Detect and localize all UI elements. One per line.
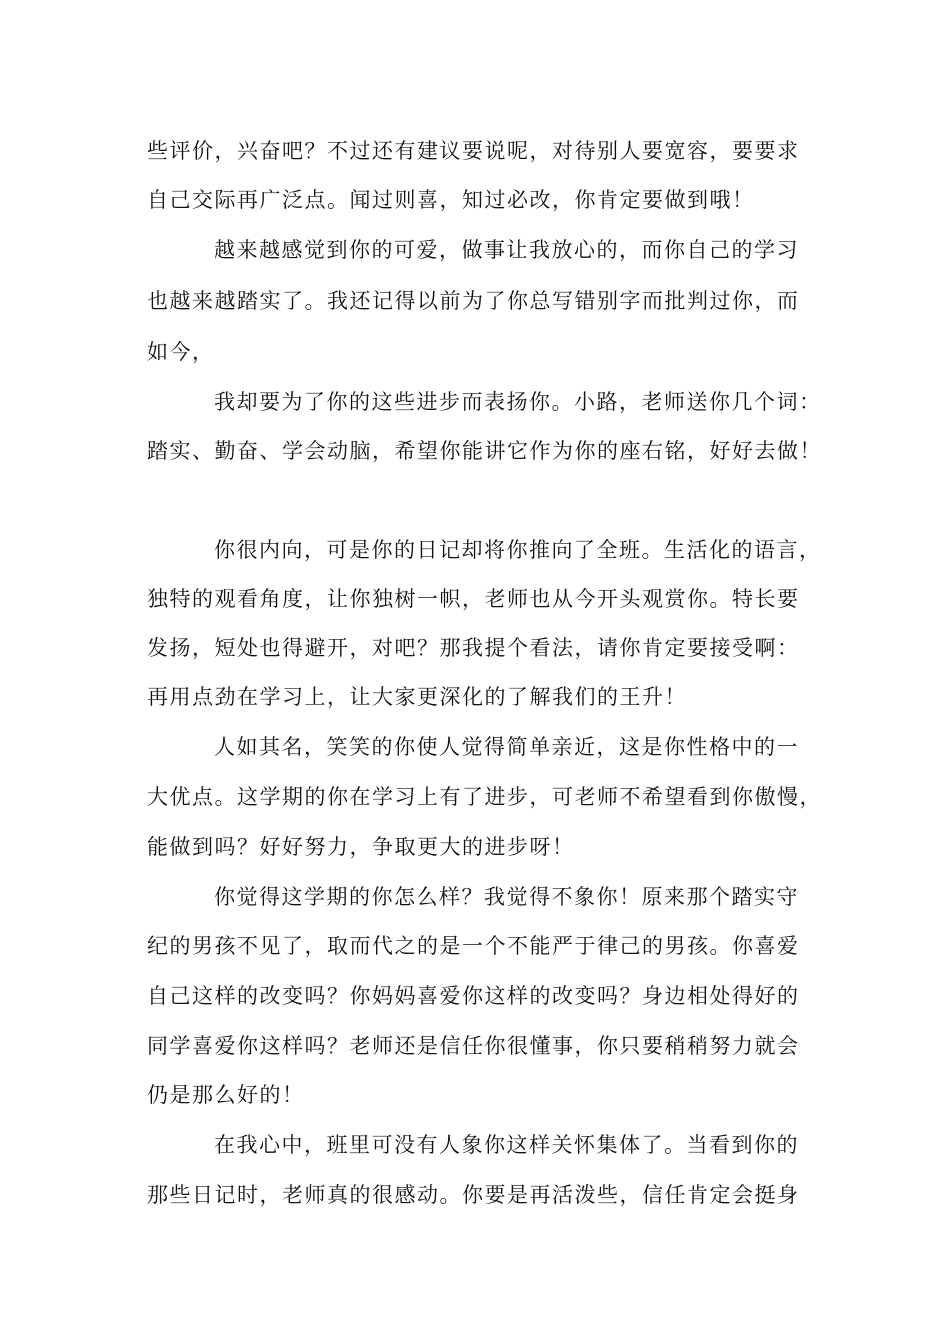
- text-line: 发扬，短处也得避开，对吧？那我提个看法，请你肯定要接受啊：: [147, 636, 800, 660]
- text-line: 我却要为了你的这些进步而表扬你。小路，老师送你几个词：: [214, 390, 822, 414]
- text-line: 越来越感觉到你的可爱，做事让我放心的，而你自己的学习: [214, 238, 799, 262]
- text-line: 你觉得这学期的你怎么样？我觉得不象你！原来那个踏实守: [214, 885, 799, 909]
- text-line: 自己交际再广泛点。闻过则喜，知过必改，你肯定要做到哦！: [147, 188, 755, 212]
- text-line: 你很内向，可是你的日记却将你推向了全班。生活化的语言，: [214, 538, 822, 562]
- text-line: 如今，: [147, 340, 215, 364]
- text-line: 人如其名，笑笑的你使人觉得简单亲近，这是你性格中的一: [214, 735, 799, 759]
- text-line: 踏实、勤奋、学会动脑，希望你能讲它作为你的座右铭，好好去做！: [147, 439, 822, 463]
- text-line: 大优点。这学期的你在学习上有了进步，可老师不希望看到你傲慢，: [147, 785, 822, 809]
- text-line: 同学喜爱你这样吗？老师还是信任你很懂事，你只要稍稍努力就会: [147, 1034, 800, 1058]
- text-line: 独特的观看角度，让你独树一帜，老师也从今开头观赏你。特长要: [147, 587, 800, 611]
- text-line: 那些日记时，老师真的很感动。你要是再活泼些，信任肯定会挺身: [147, 1183, 800, 1207]
- text-line: 能做到吗？好好努力，争取更大的进步呀！: [147, 835, 575, 859]
- text-line: 仍是那么好的！: [147, 1083, 305, 1107]
- text-line: 也越来越踏实了。我还记得以前为了你总写错别字而批判过你，而: [147, 289, 800, 313]
- text-line: 在我心中，班里可没有人象你这样关怀集体了。当看到你的: [214, 1133, 799, 1157]
- text-line: 些评价，兴奋吧？不过还有建议要说呢，对待别人要宽容，要要求: [147, 139, 800, 163]
- text-line: 再用点劲在学习上，让大家更深化的了解我们的王升！: [147, 685, 687, 709]
- text-line: 纪的男孩不见了，取而代之的是一个不能严于律己的男孩。你喜爱: [147, 934, 800, 958]
- text-line: 自己这样的改变吗？你妈妈喜爱你这样的改变吗？身边相处得好的: [147, 984, 800, 1008]
